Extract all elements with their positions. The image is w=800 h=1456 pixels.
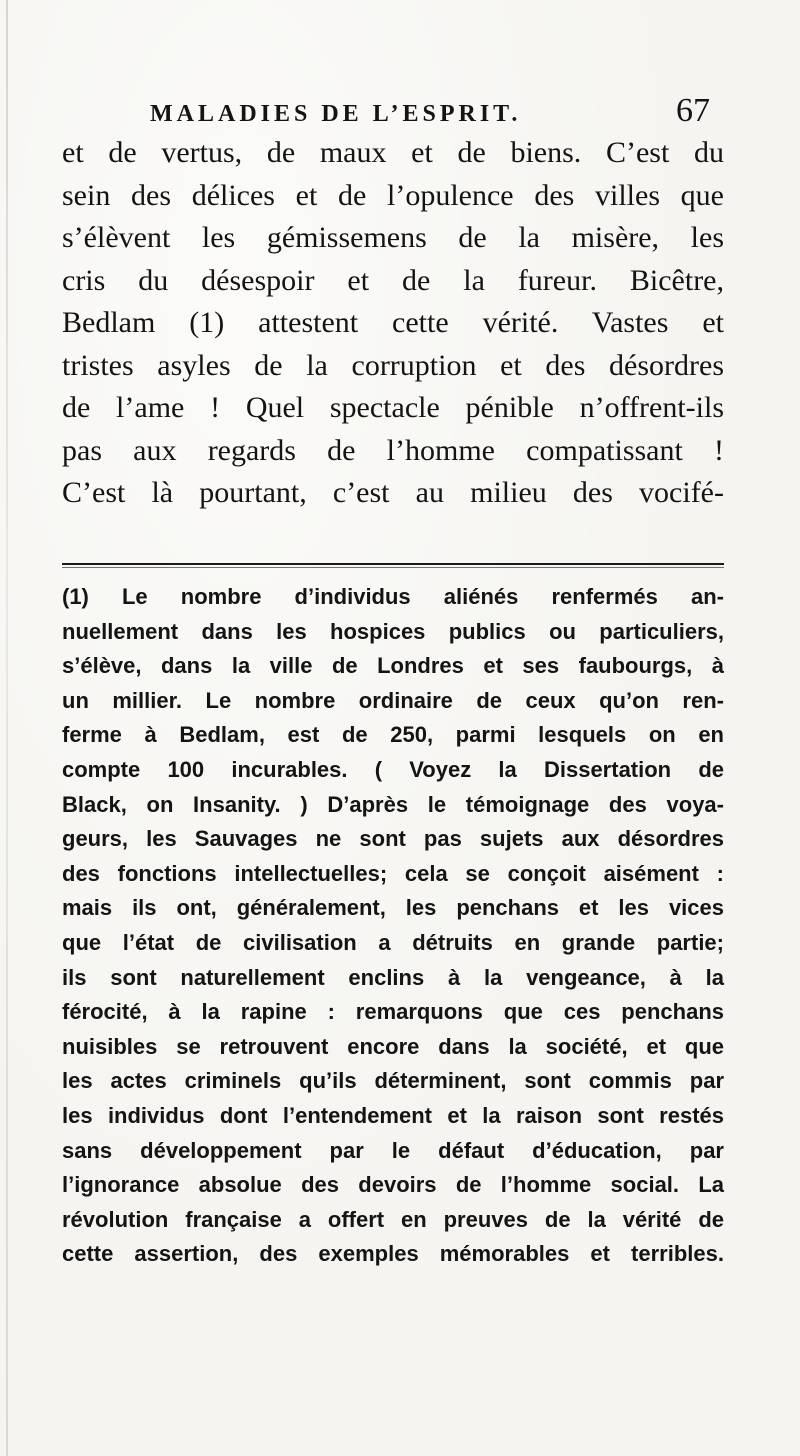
page-number: 67 <box>676 92 710 129</box>
footnote-line: ferme à Bedlam, est de 250, parmi lesquels on en <box>62 722 724 748</box>
footnote-line: des fonctions intellectuelles; cela se conçoit aisément : <box>62 860 724 886</box>
footnote-line: férocité, à la rapine : remarquons que ces penchans <box>62 999 724 1025</box>
running-title: MALADIES DE L’ESPRIT. <box>150 101 522 127</box>
separator-rule <box>62 563 724 565</box>
footnote-line: nuisibles se retrouvent encore dans la société, et que <box>62 1033 724 1059</box>
footnote-block <box>62 580 724 1272</box>
body-line: pas aux regards de l’homme compatissant ! <box>62 433 724 467</box>
footnote-line: les actes criminels qu’ils déterminent, sont commis par <box>62 1068 724 1094</box>
body-line: et de vertus, de maux et de biens. C’est du <box>62 136 724 169</box>
footnote-line: geurs, les Sauvages ne sont pas sujets aux désordres <box>62 826 724 852</box>
separator-rule-shadow <box>62 567 724 568</box>
footnote-line: Black, on Insanity. ) D’après le témoignage des voya- <box>62 791 724 817</box>
footnote-line: ils sont naturellement enclins à la vengeance, à la <box>62 964 724 990</box>
body-line: C’est là pourtant, c’est au milieu des vocifé- <box>62 476 724 509</box>
footnote-line: compte 100 incurables. ( Voyez la Dissertation de <box>62 756 724 782</box>
footnote-line: cette assertion, des exemples mémorables et terribles. <box>62 1241 724 1267</box>
body-line: de l’ame ! Quel spectacle pénible n’offrent-ils <box>62 391 724 424</box>
body-line: tristes asyles de la corruption et des désordres <box>62 348 724 382</box>
footnote-line: nuellement dans les hospices publics ou particuliers, <box>62 618 724 644</box>
footnote-line: sans développement par le défaut d’éducation, par <box>62 1137 724 1163</box>
body-line: sein des délices et de l’opulence des villes que <box>62 178 724 212</box>
body-line: s’élèvent les gémissemens de la misère, les <box>62 221 724 254</box>
footnote-line: mais ils ont, généralement, les penchans et les vices <box>62 895 724 921</box>
footnote-separator <box>62 560 724 570</box>
footnote-line: (1) Le nombre d’individus aliénés renfermés an- <box>62 584 724 609</box>
footnote-line: que l’état de civilisation a détruits en grande partie; <box>62 929 724 955</box>
footnote-line: s’élève, dans la ville de Londres et ses faubourgs, à <box>62 653 724 679</box>
footnote-line: révolution française a offert en preuves de la vérité de <box>62 1206 724 1232</box>
footnote-line: l’ignorance absolue des devoirs de l’homme social. La <box>62 1172 724 1198</box>
page-gutter-edge <box>6 0 8 1456</box>
main-text-block <box>62 132 724 515</box>
footnote-line: un millier. Le nombre ordinaire de ceux qu’on ren- <box>62 687 724 713</box>
footnote-line: les individus dont l’entendement et la raison sont restés <box>62 1102 724 1128</box>
body-line: cris du désespoir et de la fureur. Bicêtre, <box>62 263 724 297</box>
body-line: Bedlam (1) attestent cette vérité. Vastes et <box>62 306 724 339</box>
